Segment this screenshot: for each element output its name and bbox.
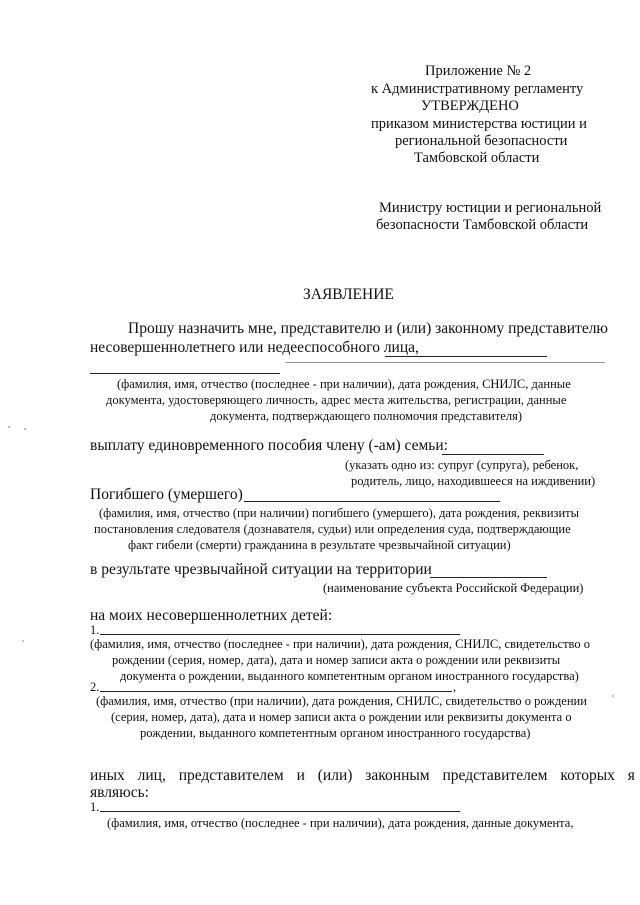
child2-field[interactable]	[100, 691, 452, 692]
family-member-field[interactable]	[442, 454, 544, 455]
applicant-hint-line1: (фамилия, имя, отчество (последнее - при наличии), дата рождения, СНИЛС, данные	[117, 377, 571, 391]
others-text-line1: иных лиц, представителем и (или) законным представителем которых я	[90, 767, 635, 784]
child2-hint-line1: (фамилия, имя, отчество (при наличии), дата рождения, СНИЛС, свидетельство о рождении	[96, 694, 587, 708]
children-label: на моих несовершеннолетних детей:	[90, 607, 333, 624]
scan-speck	[8, 426, 10, 428]
deceased-label: Погибшего (умершего)	[90, 486, 243, 503]
deceased-hint-line2: постановления следователя (дознавателя, судьи) или определения суда, подтверждающие	[94, 522, 571, 536]
payment-hint-line2: родитель, лицо, находившееся на иждивении)	[351, 474, 596, 488]
applicant-hint-line2: документа, удостоверяющего личность, адрес места жительства, регистрации, данные	[106, 393, 567, 407]
addressee-line2: безопасности Тамбовской области	[376, 217, 589, 233]
other1-hint: (фамилия, имя, отчество (последнее - при наличии), дата рождения, данные документа,	[107, 816, 574, 830]
deceased-hint-line3: факт гибели (смерти) гражданина в результате чрезвычайной ситуации)	[128, 538, 511, 552]
approved-by-ministry: региональной безопасности	[395, 133, 568, 149]
child1-hint-line3: документа о рождении, выданного компетентным органом иностранного государства)	[120, 669, 579, 683]
child1-hint-line1: (фамилия, имя, отчество (последнее - при наличии), дата рождения, СНИЛС, свидетельство о	[90, 637, 590, 651]
other1-field[interactable]	[100, 811, 460, 812]
child2-hint-line2: (серия, номер, дата), дата и номер записи акта о рождении или реквизиты документа о	[111, 710, 572, 724]
scan-speck	[612, 695, 614, 697]
applicant-field-line2-tail[interactable]	[285, 362, 605, 363]
child1-hint-line2: рождении (серия, номер, дата), дата и номер записи акта о рождении или реквизиты	[112, 653, 561, 667]
scan-speck	[24, 428, 26, 430]
child2-comma: ,	[453, 680, 457, 694]
others-text-line2: являюсь:	[90, 784, 149, 801]
deceased-field[interactable]	[244, 501, 500, 502]
appendix-regulation: к Административному регламенту	[371, 81, 584, 97]
payment-hint-line1: (указать одно из: супруг (супруга), ребенок,	[345, 458, 579, 472]
applicant-hint-line3: документа, подтверждающего полномочия представителя)	[210, 409, 522, 423]
request-text-line2: несовершеннолетнего или недееспособного лица,	[90, 339, 419, 356]
child2-hint-line3: рождении, выданного компетентным органом иностранного государства)	[140, 726, 531, 740]
request-text-line1: Прошу назначить мне, представителю и (или) законному представителю	[128, 320, 609, 337]
approved-by-order: приказом министерства юстиции и	[371, 116, 587, 132]
territory-text: в результате чрезвычайной ситуации на территории	[90, 561, 432, 578]
applicant-field-line2[interactable]	[90, 373, 280, 374]
page-title: ЗАЯВЛЕНИЕ	[303, 286, 394, 303]
addressee-line1: Министру юстиции и региональной	[379, 200, 602, 216]
other1-number: 1.	[90, 800, 100, 814]
territory-field[interactable]	[430, 577, 547, 578]
child2-number: 2.	[90, 680, 100, 694]
deceased-hint-line1: (фамилия, имя, отчество (при наличии) погибшего (умершего), дата рождения, реквизиты	[99, 506, 579, 520]
territory-hint: (наименование субъекта Российской Федерации)	[323, 581, 584, 595]
child1-number: 1.	[90, 623, 100, 637]
scan-speck	[22, 640, 24, 642]
applicant-field-line1[interactable]	[385, 356, 547, 357]
approved-by-region: Тамбовской области	[414, 150, 540, 166]
child1-field[interactable]	[100, 634, 460, 635]
appendix-number: Приложение № 2	[425, 63, 532, 79]
approved-label: УТВЕРЖДЕНО	[421, 98, 519, 114]
payment-text: выплату единовременного пособия члену (-ам) семьи:	[90, 437, 448, 454]
